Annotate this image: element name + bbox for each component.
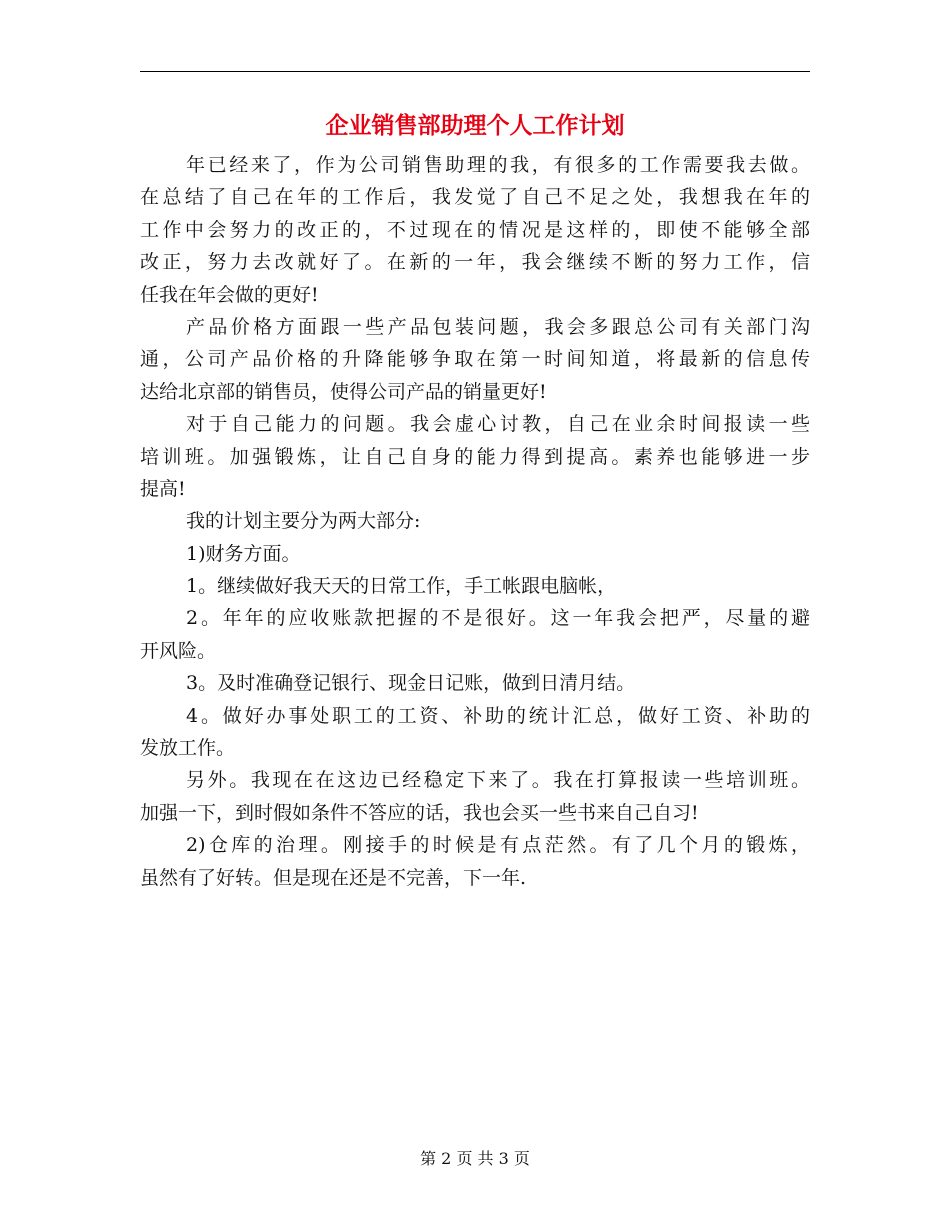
document-body [140, 149, 810, 894]
paragraph-line: 提高! [140, 477, 186, 500]
paragraph-line: 1。继续做好我天天的日常工作，手工帐跟电脑帐， [186, 575, 617, 598]
paragraph-line: 虽然有了好转。但是现在还是不完善，下一年. [140, 866, 527, 889]
paragraph-line: 任我在年会做的更好! [140, 283, 319, 306]
paragraph-line: 改正，努力去改就好了。在新的一年，我会继续不断的努力工作，信 [140, 251, 810, 274]
paragraph-line: 开风险。 [140, 639, 217, 662]
page-number: 第 2 页 共 3 页 [420, 1149, 530, 1168]
paragraph-line: 4。做好办事处职工的工资、补助的统计汇总，做好工资、补助的 [186, 704, 810, 727]
paragraph-line: 2。年年的应收账款把握的不是很好。这一年我会把严，尽量的避 [186, 607, 810, 630]
paragraph-line: 通，公司产品价格的升降能够争取在第一时间知道，将最新的信息传 [140, 348, 810, 371]
paragraph-line: 发放工作。 [140, 737, 236, 760]
paragraph-line: 我的计划主要分为两大部分: [186, 510, 421, 533]
paragraph-line: 培训班。加强锻炼，让自己自身的能力得到提高。素养也能够进一步 [140, 445, 810, 468]
paragraph-line: 在总结了自己在年的工作后，我发觉了自己不足之处，我想我在年的 [140, 186, 810, 209]
paragraph-line: 3。及时准确登记银行、现金日记账，做到日清月结。 [186, 672, 636, 695]
header-rule [140, 71, 810, 72]
paragraph-line: 另外。我现在在这边已经稳定下来了。我在打算报读一些培训班。 [186, 769, 810, 792]
paragraph-line: 2)仓库的治理。刚接手的时候是有点茫然。有了几个月的锻炼， [186, 834, 810, 857]
paragraph-line: 产品价格方面跟一些产品包装问题，我会多跟总公司有关部门沟 [186, 315, 810, 338]
paragraph-line: 加强一下，到时假如条件不答应的话，我也会买一些书来自己自习! [140, 801, 699, 824]
paragraph-line: 年已经来了，作为公司销售助理的我，有很多的工作需要我去做。 [186, 154, 810, 176]
paragraph-line: 达给北京部的销售员，使得公司产品的销量更好! [140, 380, 547, 403]
paragraph-line: 工作中会努力的改正的，不过现在的情况是这样的，即使不能够全部 [140, 218, 810, 241]
paragraph-line: 1)财务方面。 [186, 542, 301, 565]
paragraph-line: 对于自己能力的问题。我会虚心讨教，自己在业余时间报读一些 [186, 413, 810, 436]
document-title: 企业销售部助理个人工作计划 [325, 113, 625, 139]
